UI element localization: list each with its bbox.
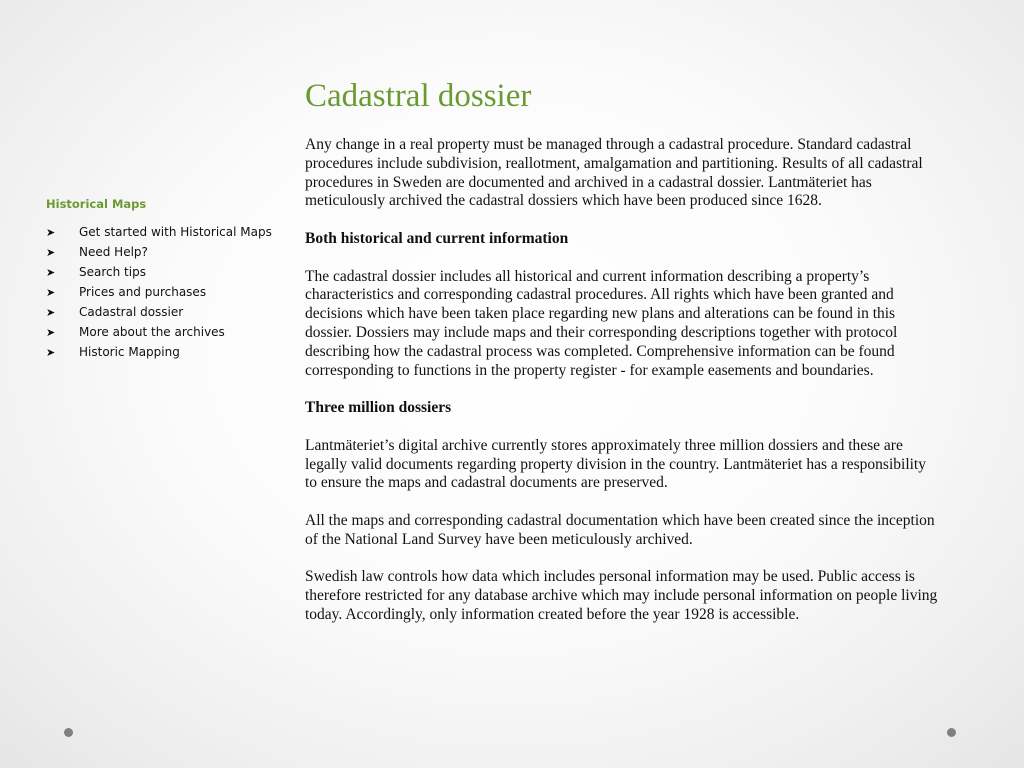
- left-corner-dot-decoration: [64, 728, 73, 737]
- sidebar-item-historic-mapping[interactable]: [46, 342, 286, 362]
- right-corner-dot-decoration: [947, 728, 956, 737]
- arrowhead-bullet-icon: ➤: [46, 285, 56, 299]
- sidebar-item-label[interactable]: Need Help?: [79, 245, 148, 259]
- arrowhead-bullet-icon: ➤: [46, 225, 56, 239]
- section-paragraph: The cadastral dossier includes all historical and current information describing a property’s characteristics and corresponding cadastral procedures. All rights which have been granted and decisions which have been taken place regarding new plans and alterations can be found in this dossier. Dossiers may include maps and their corresponding descriptions together with protocol describing how the cadastral process was completed. Comprehensive information can be found corresponding to functions in the property register - for example easements and boundaries.: [305, 267, 898, 379]
- sidebar-heading[interactable]: Historical Maps: [46, 197, 147, 211]
- sidebar-item-label[interactable]: Get started with Historical Maps: [79, 225, 272, 239]
- section-paragraph: Lantmäteriet’s digital archive currently stores approximately three million dossiers and these are legally valid documents regarding property division in the country. Lantmäteriet has a responsibility to ensure the maps and cadastral documents are preserved.: [305, 436, 926, 492]
- section-paragraph: All the maps and corresponding cadastral documentation which have been created since the inception of the National Land Survey have been meticulously archived.: [305, 511, 935, 548]
- sidebar-item-label[interactable]: More about the archives: [79, 325, 225, 339]
- section-heading: Three million dossiers: [305, 399, 452, 417]
- sidebar-item-cadastral-dossier[interactable]: [46, 302, 286, 322]
- arrowhead-bullet-icon: ➤: [46, 325, 56, 339]
- intro-paragraph: Any change in a real property must be managed through a cadastral procedure. Standard cadastral procedures include subdivision, reallotment, amalgamation and partitioning. Results of all cadastral procedures in Sweden are documented and archived in a cadastral dossier. Lantmäteriet has meticulously archived the cadastral dossiers which have been produced since 1628.: [305, 136, 923, 210]
- main-content: [305, 74, 940, 644]
- arrowhead-bullet-icon: ➤: [46, 265, 56, 279]
- arrowhead-bullet-icon: ➤: [46, 305, 56, 319]
- sidebar-list: [46, 222, 286, 362]
- arrowhead-bullet-icon: ➤: [46, 245, 56, 259]
- section-paragraph: Swedish law controls how data which includes personal information may be used. Public access is therefore restricted for any database archive which may include personal information on people living today. Accordingly, only information created before the year 1928 is accessible.: [305, 568, 938, 623]
- section-heading: Both historical and current information: [305, 229, 569, 247]
- sidebar-item-label[interactable]: Cadastral dossier: [79, 305, 184, 319]
- arrowhead-bullet-icon: ➤: [46, 345, 56, 359]
- sidebar-nav: [46, 196, 286, 362]
- sidebar-item-get-started[interactable]: [46, 222, 286, 242]
- sidebar-item-need-help[interactable]: [46, 242, 286, 262]
- sidebar-item-prices[interactable]: [46, 282, 286, 302]
- page-title: Cadastral dossier: [305, 78, 532, 114]
- sidebar-item-label[interactable]: Search tips: [79, 265, 146, 279]
- sidebar-item-more-archives[interactable]: [46, 322, 286, 342]
- sidebar-item-label[interactable]: Historic Mapping: [79, 345, 180, 359]
- sidebar-item-label[interactable]: Prices and purchases: [79, 285, 207, 299]
- sidebar-item-search-tips[interactable]: [46, 262, 286, 282]
